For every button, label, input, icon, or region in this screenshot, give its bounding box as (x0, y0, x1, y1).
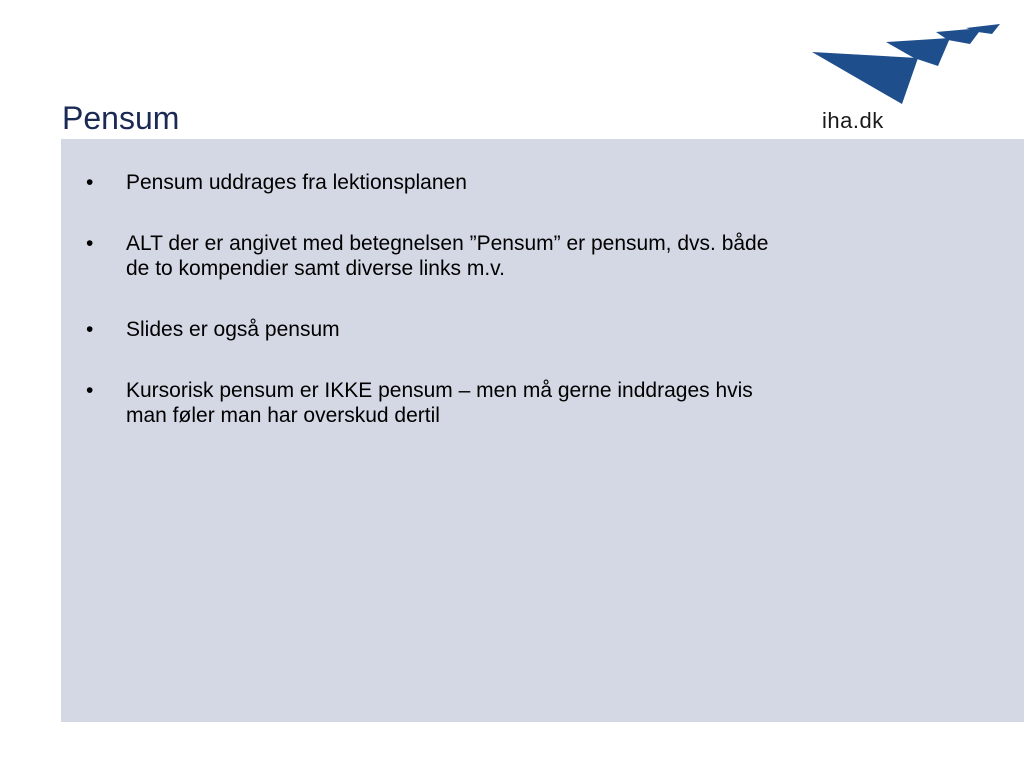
bullet-item (86, 231, 786, 281)
bullet-icon: • (86, 379, 94, 402)
bullet-text: ALT der er angivet med betegnelsen ”Pensum” er pensum, dvs. både de to kompendier samt diverse links m.v. (126, 232, 769, 280)
slide-title: Pensum (62, 100, 180, 136)
bullet-icon: • (86, 318, 94, 341)
bullet-text: Kursorisk pensum er IKKE pensum – men må gerne inddrages hvis man føler man har overskud dertil (126, 379, 753, 427)
bullet-list (86, 170, 786, 464)
logo-text: iha.dk (822, 108, 884, 133)
logo-swoosh-icon (810, 22, 1002, 112)
bullet-item (86, 378, 786, 428)
bullet-text: Pensum uddrages fra lektionsplanen (126, 171, 467, 194)
bullet-icon: • (86, 171, 94, 194)
bullet-icon: • (86, 232, 94, 255)
bullet-text: Slides er også pensum (126, 318, 340, 341)
bullet-item (86, 317, 786, 342)
content-panel (61, 139, 1024, 722)
logo (810, 22, 1002, 134)
bullet-item (86, 170, 786, 195)
